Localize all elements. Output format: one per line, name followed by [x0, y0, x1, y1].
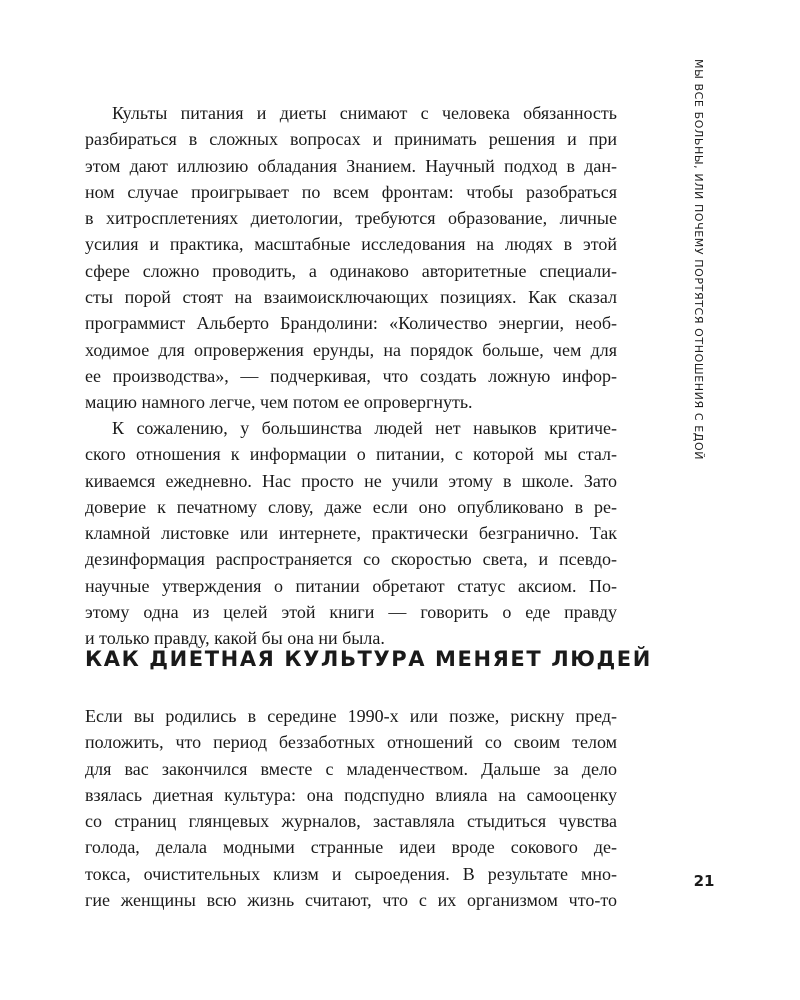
text-line: ном случае проигрывает по всем фронтам: чтобы разобраться [85, 181, 617, 202]
text-line: токса, очистительных клизм и сыроедения. В результате мно- [85, 863, 617, 884]
text-line: разбираться в сложных вопросах и принимать решения и при [85, 129, 617, 150]
text-line: киваемся ежедневно. Нас просто не учили этому в школе. Зато [85, 470, 617, 491]
text-line: голода, делала модными странные идеи вроде сокового де- [85, 837, 617, 858]
text-line: взялась диетная культура: она подспудно влияла на самооценку [85, 784, 617, 805]
text-line: научные утверждения о питании обретают статус аксиом. По- [85, 575, 617, 596]
running-head: МЫ ВСЕ БОЛЬНЫ, ИЛИ ПОЧЕМУ ПОРТЯТСЯ ОТНОШЕНИЯ С ЕДОЙ [692, 59, 705, 461]
paragraph-3 [85, 703, 617, 913]
text-line: доверие к печатному слову, даже если оно опубликовано в ре- [85, 496, 617, 517]
text-line: сты порой стоят на взаимоисключающих позициях. Как сказал [85, 287, 617, 308]
paragraph-2 [85, 415, 617, 652]
text-line: дезинформация распространяется со скоростью света, и псевдо- [85, 549, 617, 570]
page-number: 21 [693, 872, 715, 890]
text-line: кламной листовке или интернете, практически безгранично. Так [85, 523, 617, 544]
text-line: этом дают иллюзию обладания Знанием. Научный подход в дан- [85, 155, 617, 176]
text-line: К сожалению, у большинства людей нет навыков критиче- [112, 418, 617, 438]
text-line: сфере сложно проводить, а одинаково авторитетные специали- [85, 260, 617, 281]
text-line: Культы питания и диеты снимают с человека обязанность [112, 103, 617, 123]
text-line: ее производства», — подчеркивая, что создать ложную инфор- [85, 365, 617, 386]
text-line: ходимое для опровержения ерунды, на порядок больше, чем для [85, 339, 617, 360]
text-line: Если вы родились в середине 1990-х или позже, рискну пред- [85, 706, 617, 726]
text-line: и только правду, какой бы она ни была. [85, 628, 385, 649]
text-line: гие женщины всю жизнь считают, что с их организмом что-то [85, 890, 617, 911]
text-line: мацию намного легче, чем потом ее опровергнуть. [85, 392, 473, 413]
text-line: усилия и практика, масштабные исследования на людях в этой [85, 234, 617, 255]
text-line: в хитросплетениях диетологии, требуются образование, личные [85, 208, 617, 229]
text-line: этому одна из целей этой книги — говорить о еде правду [85, 602, 617, 623]
text-line: ского отношения к информации о питании, с которой мы стал- [85, 444, 617, 465]
paragraph-1 [85, 100, 617, 416]
text-line: программист Альберто Брандолини: «Количество энергии, необ- [85, 313, 617, 334]
text-line: со страниц глянцевых журналов, заставляла стыдиться чувства [85, 811, 617, 832]
text-line: положить, что период беззаботных отношений со своим телом [85, 732, 617, 753]
section-heading: КАК ДИЕТНАЯ КУЛЬТУРА МЕНЯЕТ ЛЮДЕЙ [85, 647, 652, 671]
text-line: для вас закончился вместе с младенчеством. Дальше за дело [85, 758, 617, 779]
